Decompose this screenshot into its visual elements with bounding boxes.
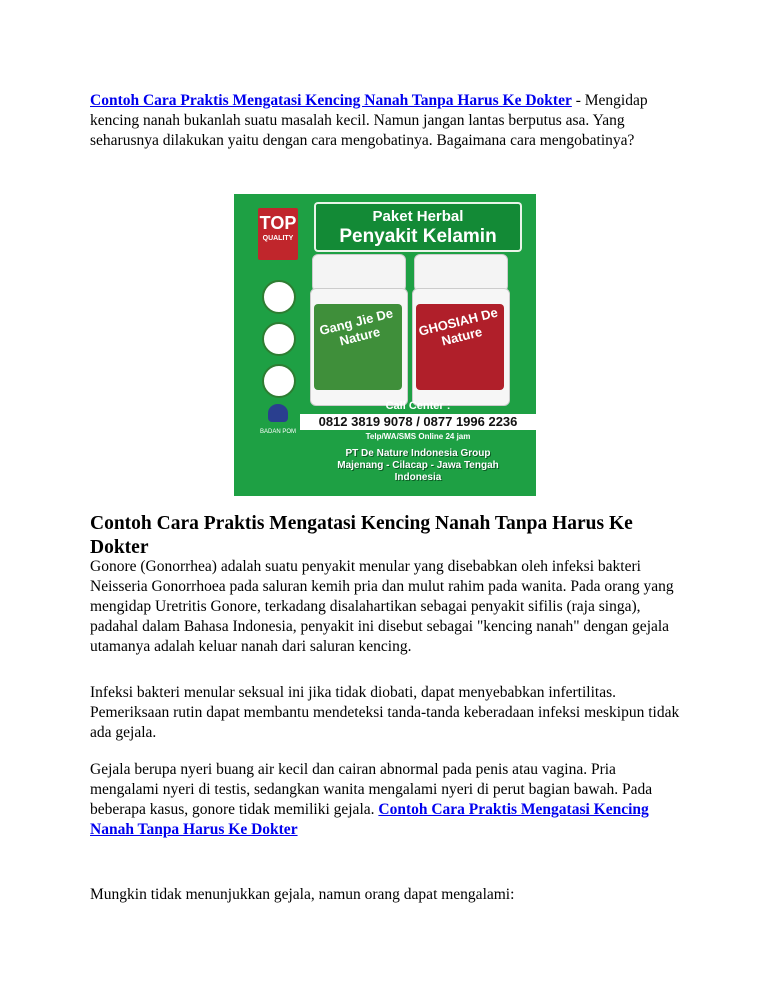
company-line2: Majenang - Cilacap - Jawa Tengah bbox=[337, 460, 499, 471]
article-heading: Contoh Cara Praktis Mengatasi Kencing Nanah Tanpa Harus Ke Dokter bbox=[90, 513, 633, 558]
top-quality-badge bbox=[258, 208, 298, 260]
intro-text: - Mengidap kencing nanah bukanlah suatu masalah kecil. Namun jangan lantas berputus asa. Yang seharusnya dilakukan yaitu dengan cara mengobatinya. Bagaimana cara mengobatinya? bbox=[90, 92, 648, 149]
call-center-label: Call Center : bbox=[385, 400, 451, 412]
company-block bbox=[298, 448, 536, 484]
banner-line1: Paket Herbal bbox=[372, 208, 464, 225]
jar-cap bbox=[414, 254, 508, 292]
paragraph-3 bbox=[90, 760, 680, 840]
intro-paragraph bbox=[90, 91, 680, 151]
company-line3: Indonesia bbox=[394, 472, 442, 483]
jar-gang-jie bbox=[310, 254, 406, 404]
paragraph-2: Infeksi bakteri menular seksual ini jika tidak diobati, dapat menyebabkan infertilitas. Pemeriksaan rutin dapat membantu mendeteksi tanda-tanda keberadaan infeksi meskipun tidak ada gejala. bbox=[90, 684, 680, 741]
de-nature-seal-icon bbox=[262, 280, 296, 314]
pom-icon bbox=[268, 404, 288, 422]
badan-pom-logo bbox=[260, 404, 297, 435]
paragraph-1: Gonore (Gonorrhea) adalah suatu penyakit menular yang disebabkan oleh infeksi bakteri Neisseria Gonorrhoea pada saluran kemih pria dan mulut rahim pada wanita. Pada orang yang mengidap Uretritis Gonore, terkadang disalahartikan sebagai penyakit sifilis (raja singa), padahal dalam Bahasa Indonesia, penyakit ini disebut sebagai "kencing nanah" dengan gejala utamanya adalah keluar nanah dari saluran kencing. bbox=[90, 558, 674, 655]
paragraph-4: Mungkin tidak menunjukkan gejala, namun orang dapat mengalami: bbox=[90, 886, 515, 903]
product-image bbox=[234, 194, 536, 496]
pom-text: BADAN POM bbox=[260, 429, 297, 435]
paragraph-3-link[interactable]: Contoh Cara Praktis Mengatasi Kencing Nanah Tanpa Harus Ke Dokter bbox=[90, 801, 649, 838]
product-banner bbox=[314, 202, 522, 252]
call-center-hours: Telp/WA/SMS Online 24 jam bbox=[365, 432, 471, 441]
jar2-label-text: GHOSIAH De Nature bbox=[417, 304, 500, 349]
iso-seal-icon bbox=[262, 322, 296, 356]
jar-label bbox=[416, 304, 504, 390]
intro-link[interactable]: Contoh Cara Praktis Mengatasi Kencing Nanah Tanpa Harus Ke Dokter bbox=[90, 92, 572, 109]
call-center-phones: 0812 3819 9078 / 0877 1996 2236 bbox=[300, 414, 536, 430]
jar-cap bbox=[312, 254, 406, 292]
badge-top-text: TOP bbox=[259, 213, 297, 233]
jar-ghosiah bbox=[412, 254, 508, 404]
jar1-label-text: Gang Jie De Nature bbox=[317, 305, 395, 349]
company-line1: PT De Nature Indonesia Group bbox=[345, 448, 491, 459]
halal-seal-icon bbox=[262, 364, 296, 398]
call-center-block bbox=[300, 399, 536, 442]
badge-quality-text: QUALITY bbox=[262, 235, 294, 242]
jar-label bbox=[314, 304, 402, 390]
paragraph-3-text: Gejala berupa nyeri buang air kecil dan cairan abnormal pada penis atau vagina. Pria mengalami nyeri di testis, sedangkan wanita mengalami nyeri di perut bagian bawah. Pada beberapa kasus, gonore tidak memiliki gejala. bbox=[90, 761, 653, 818]
banner-line2: Penyakit Kelamin bbox=[339, 226, 497, 247]
